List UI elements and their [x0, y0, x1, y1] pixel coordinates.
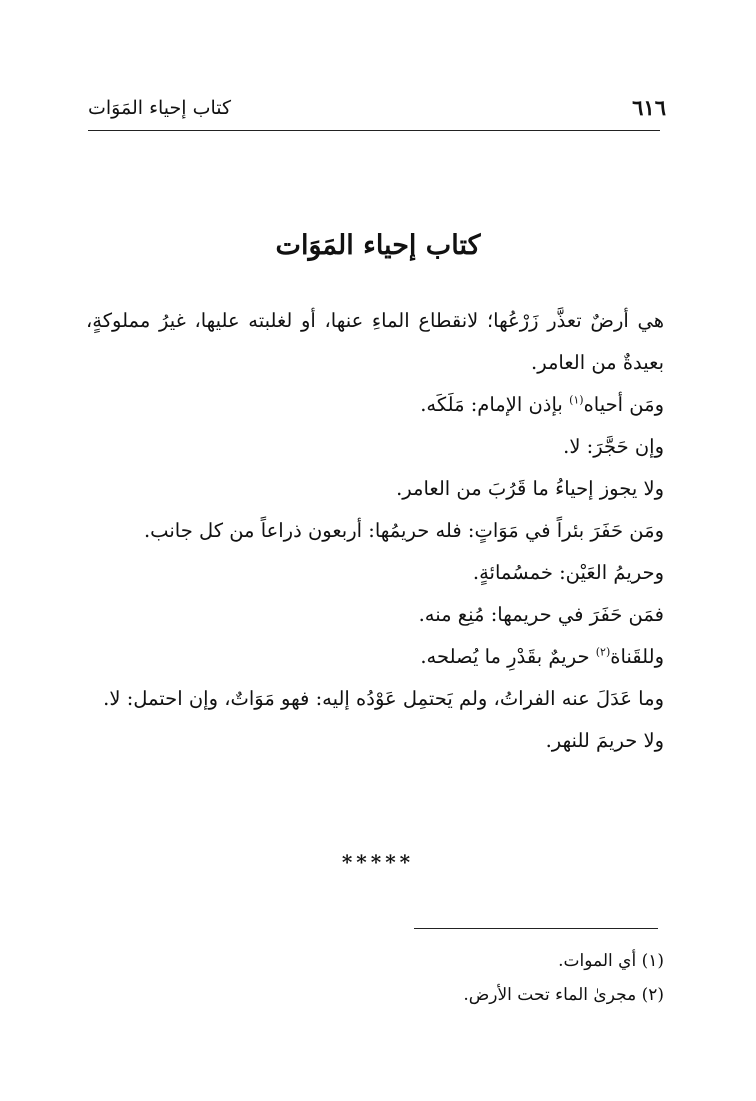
paragraph-well: [86, 510, 664, 552]
footnote-divider: [414, 928, 658, 929]
paragraph-spring: [86, 552, 664, 594]
footnotes: [463, 944, 664, 1012]
footnote-marker[interactable]: (١): [569, 393, 584, 407]
paragraph-text: هي أرضٌ تعذَّر زَرْعُها؛ لانقطاع الماءِ عنها، أو لغلبته عليها، غيرُ مملوكةٍ، بعيدةٌ من العامر.: [86, 309, 664, 374]
paragraph-text: وحريمُ العَيْن: خمسُمائةٍ.: [472, 561, 664, 584]
paragraph-text: ومَن حَفَرَ بئراً في مَوَاتٍ: فله حريمُها: أربعون ذراعاً من كل جانب.: [143, 519, 664, 542]
chapter-title: كتاب إحياء المَوَات: [275, 230, 481, 261]
paragraph-near-settlement: [86, 468, 664, 510]
paragraph-text: ولا يجوز إحياءُ ما قَرُبَ من العامر.: [396, 477, 664, 500]
footnote-item: (٢) مجرىٰ الماء تحت الأرض.: [463, 985, 664, 1005]
paragraph-text: ولا حريمَ للنهر.: [545, 729, 664, 752]
body-text: [86, 300, 664, 762]
section-separator: *****: [341, 850, 415, 874]
paragraph-canal: [86, 636, 664, 678]
paragraph-text: بإذن الإمام: مَلَكَه.: [420, 393, 570, 416]
paragraph-text: فمَن حَفَرَ في حريمها: مُنِع منه.: [418, 603, 664, 626]
paragraph-revival: [86, 384, 664, 426]
paragraph-text: وللقَناة: [610, 645, 664, 668]
paragraph-river: [86, 720, 664, 762]
paragraph-definition: [86, 300, 664, 384]
page-number: ٦١٦: [632, 95, 666, 120]
paragraph-text: حريمٌ بقَدْرِ ما يُصلحه.: [420, 645, 596, 668]
paragraph-prohibition: [86, 594, 664, 636]
footnote-item: (١) أي الموات.: [558, 951, 664, 971]
running-header-title: كتاب إحياء المَوَات: [88, 97, 232, 119]
paragraph-text: وإن حَجَّرَ: لا.: [563, 435, 664, 458]
header-divider: [88, 130, 660, 131]
paragraph-euphrates: [86, 678, 664, 720]
paragraph-demarcation: [86, 426, 664, 468]
paragraph-text: وما عَدَلَ عنه الفراتُ، ولم يَحتمِل عَوْدُه إليه: فهو مَوَاتٌ، وإن احتمل: لا.: [103, 687, 664, 710]
paragraph-text: ومَن أحياه: [583, 393, 664, 416]
footnote-marker[interactable]: (٢): [595, 645, 611, 659]
